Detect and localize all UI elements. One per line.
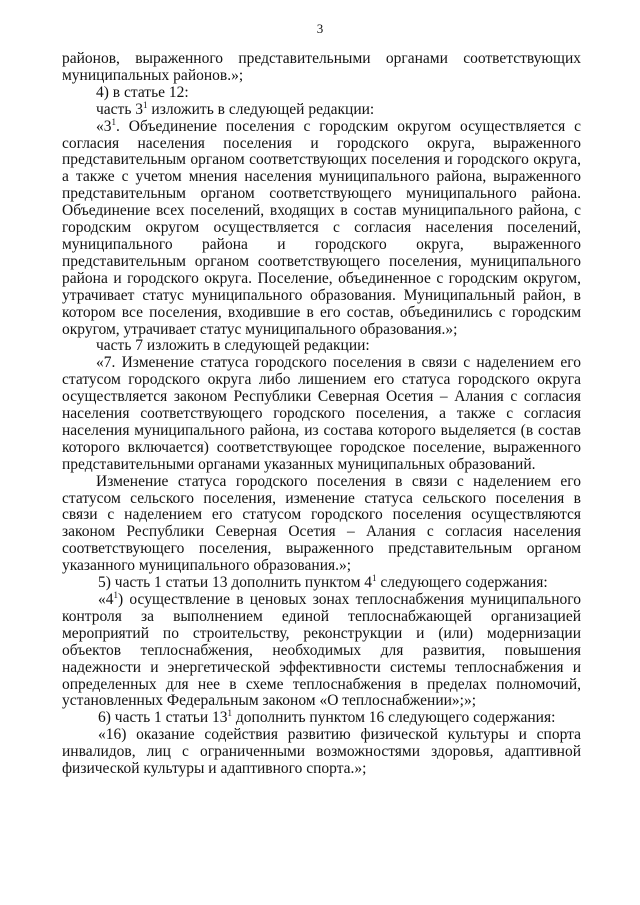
paragraph-part-7-text: «7. Изменение статуса городского поселения в связи с наделением его статусом городского округа либо лишением его статуса городского округа осуществляется законом Республики Северная Осетия – Алания с согласия населения соответствующего городского поселения, а также с согласия населения муниципального района, из состава которого выделяется (в состав которого включается) соответствующее городское поселение, выраженного представительными органами указанных муниципальных образований. [62,354,581,473]
paragraph-item-4: 4) в статье 12: [96,83,189,101]
text-fragment: 6) часть 1 статьи 13 [98,709,228,727]
superscript: 1 [113,590,118,600]
text-fragment: «3 [96,117,112,135]
document-body [62,51,581,778]
paragraph-part-7-heading: часть 7 изложить в следующей редакции: [96,337,370,355]
text-fragment: следующего содержания: [376,574,548,592]
text-fragment: . Объединение поселения с городским округом осуществляется с согласия населения поселения и городского округа, выраженного представительным органом соответствующих поселения и городского округа, а также с учетом мнения населения муниципального района, выраженного представительным органом соответствующего муниципального района. Объединение всех поселений, входящих в состав муниципального района, с городским округом осуществляется с согласия населения поселений, муниципального района и городского округа, выраженного представительным органом соответствующего поселения, муниципального района и городского округа. Поселение, объединенное с городским округом, утрачивает статус муниципального образования. Муниципальный район, в котором все поселения, входившие в его состав, объединились с городским округом, утрачивает статус муниципального образования.»; [62,117,581,338]
superscript: 1 [143,99,148,110]
paragraph-item-6 [62,710,581,727]
paragraph-item-5 [62,575,581,592]
superscript: 1 [111,116,116,127]
text-fragment: часть 3 [96,100,144,118]
text-fragment: ) осуществление в ценовых зонах теплоснабжения муниципального контроля за выполнением единой теплоснабжающей организацией мероприятий по строительству, реконструкции и (или) модернизации объектов теплоснабжения, необходимых для развития, повышения надежности и энергетической эффективности системы теплоснабжения и определенных для нее в схеме теплоснабжения в пределах полномочий, установленных Федеральным законом «О теплоснабжении»;»; [62,591,581,710]
superscript: 1 [372,573,377,584]
text-fragment: «4 [98,591,114,608]
text-fragment: изложить в следующей редакции: [147,100,375,118]
text-fragment: дополнить пунктом 16 следующего содержания: [232,709,556,727]
paragraph-continuation: районов, выраженного представительными органами соответствующих муниципальных районов.»; [62,50,581,84]
text-fragment: 5) часть 1 статьи 13 дополнить пунктом 4 [98,574,373,592]
page-number: 3 [316,21,324,36]
paragraph-part-3-1-heading [62,99,581,119]
superscript: 1 [227,708,233,719]
paragraph-point-4-1-text [62,592,581,710]
paragraph-part-3-1-text [62,116,581,339]
paragraph-part-7-second: Изменение статуса городского поселения в связи с наделением его статусом сельского поселения, изменение статуса сельского поселения в связи с наделением его статусом городского поселения осуществляются законом Республики Северная Осетия – Алания с согласия населения соответствующего поселения, выраженного представительным органом указанного муниципального образования.»; [62,472,581,575]
paragraph-point-16-text: «16) оказание содействия развитию физической культуры и спорта инвалидов, лиц с ограниченными возможностями здоровья, адаптивной физической культуры и адаптивного спорта.»; [62,726,581,778]
